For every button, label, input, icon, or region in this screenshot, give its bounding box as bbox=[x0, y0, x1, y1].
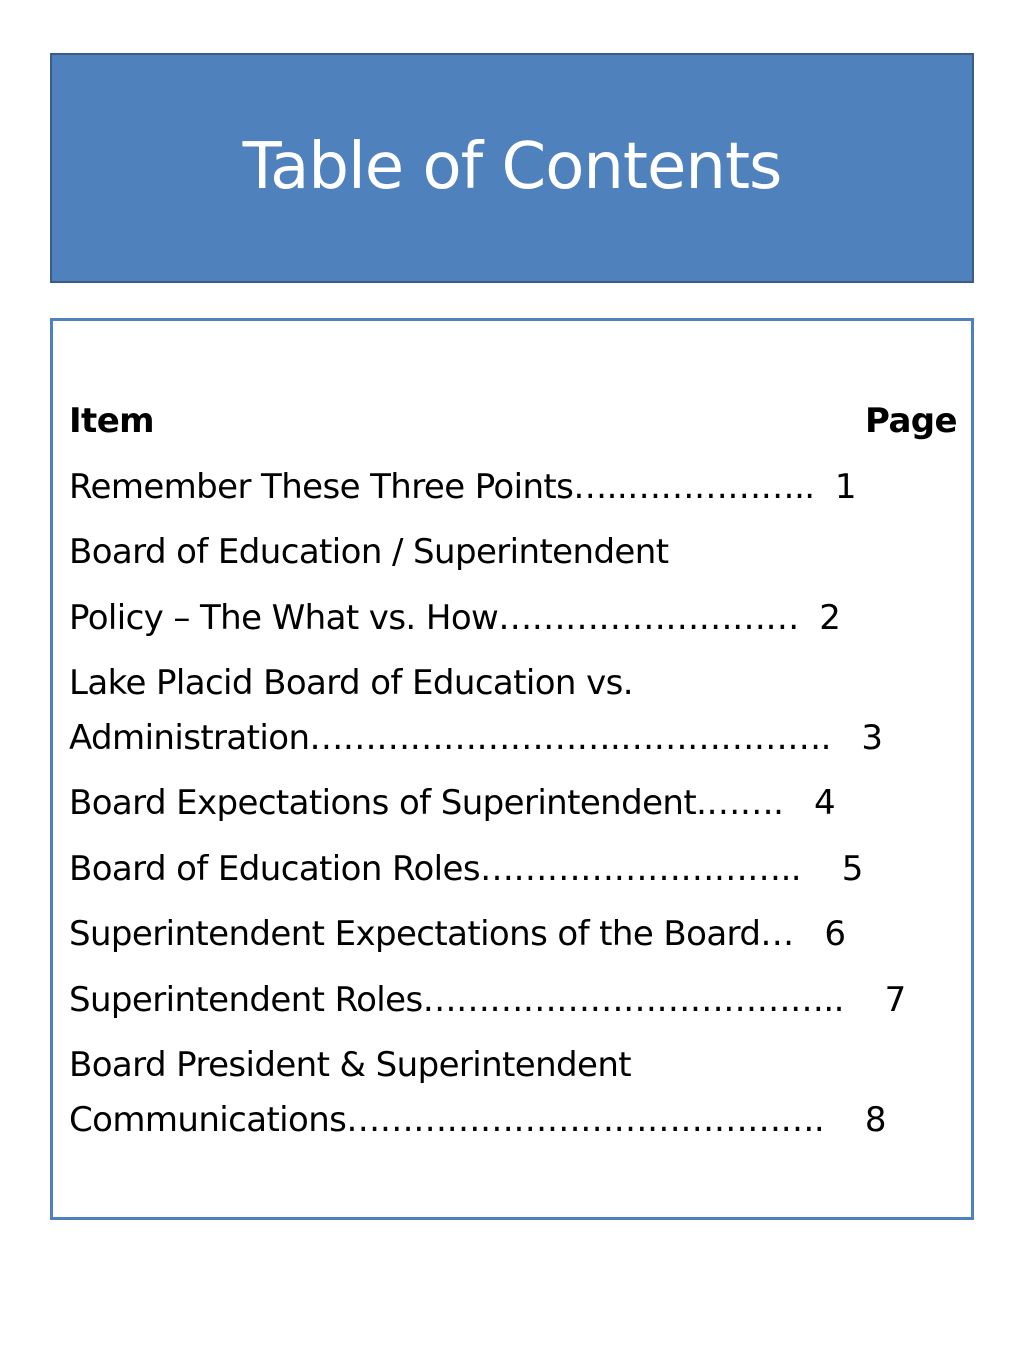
title-banner bbox=[50, 53, 974, 283]
toc-header-item: Item bbox=[69, 401, 154, 441]
toc-entry: Superintendent Expectations of the Board… 6 bbox=[69, 914, 846, 954]
toc-entry: Lake Placid Board of Education vs. bbox=[69, 663, 633, 703]
toc-panel bbox=[50, 318, 974, 1220]
toc-entry: Board of Education / Superintendent bbox=[69, 532, 669, 572]
toc-entry: Board of Education Roles……………………….. 5 bbox=[69, 849, 863, 889]
toc-entry: Superintendent Roles……………………………….. 7 bbox=[69, 980, 906, 1020]
toc-entry: Administration……………………….………………. 3 bbox=[69, 718, 883, 758]
toc-entry: Communications……………………………………. 8 bbox=[69, 1100, 886, 1140]
toc-entry: Remember These Three Points…..…………….. 1 bbox=[69, 467, 856, 507]
toc-entry: Board Expectations of Superintendent.……. 4 bbox=[69, 783, 835, 823]
page-title: Table of Contents bbox=[242, 130, 782, 204]
toc-entry: Policy – The What vs. How……………………… 2 bbox=[69, 598, 841, 638]
toc-entry: Board President & Superintendent bbox=[69, 1045, 632, 1085]
toc-header-page: Page bbox=[865, 401, 957, 441]
